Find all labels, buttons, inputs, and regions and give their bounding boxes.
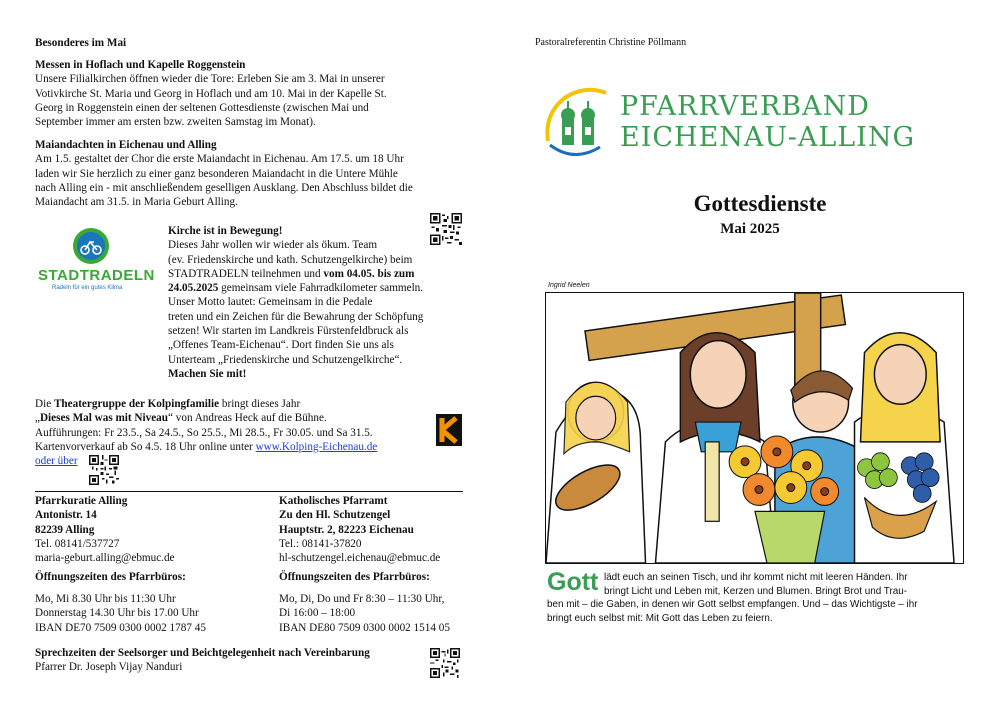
stadtradeln-title: Kirche ist in Bewegung! (168, 225, 283, 237)
maiandachten-title: Maiandachten in Eichenau und Alling (35, 139, 217, 151)
section-title: Besonderes im Mai (35, 37, 127, 49)
illustration (545, 292, 964, 564)
kolping-text: Kartenvorverkauf ab So 4.5. 18 Uhr online unter (35, 440, 256, 453)
stadtradeln-line: Unterteam „Friedenskirche und Schutzengelkirche“. (168, 353, 403, 366)
maiandachten-line: nach Alling ein - mit anschließendem geselligen Ausklang. Den Abschluss bildet die (35, 181, 413, 194)
maiandachten-line: Maiandacht am 31.5. in Maria Geburt Alling. (35, 196, 238, 209)
stadtradeln-text: gemeinsam viele Fahrradkilometer sammeln. (218, 282, 424, 295)
stadtradeln-text: STADTRADELN teilnehmen und (168, 267, 324, 280)
maiandachten-line: laden wir Sie herzlich zu einer ganz besonderen Maiandacht in die Untere Mühle (35, 167, 398, 180)
alling-phone: Tel. 08141/537727 (35, 537, 120, 550)
messen-line: Unsere Filialkirchen öffnen wieder die Tore: Erleben Sie am 3. Mai in unserer (35, 73, 385, 86)
quote-rest-lines (547, 598, 967, 625)
eichenau-contact (279, 494, 479, 565)
alling-hours-title: Öffnungszeiten des Pfarrbüros: (35, 571, 186, 583)
eichenau-hours (279, 592, 444, 621)
kolping-text: “ von Andreas Heck auf die Bühne. (168, 412, 327, 425)
quote-first-lines (604, 571, 966, 598)
children-with-gifts-illustration (546, 293, 963, 563)
stadtradeln-closing: Machen Sie mit! (168, 367, 247, 380)
eichenau-email: hl-schutzengel.eichenau@ebmuc.de (279, 552, 441, 565)
illustrator-credit: Ingrid Neelen (548, 282, 590, 289)
stadtradeln-line (168, 281, 468, 295)
quote-line: bringt Licht und Leben mit, Kerzen und Blumen. Bringt Brot und Trau- (604, 585, 908, 597)
page-subtitle: Mai 2025 (720, 221, 780, 237)
stadtradeln-line: (ev. Friedenskirche und kath. Schutzengelkirche) beim (168, 253, 413, 266)
kolping-or-link[interactable]: oder über (35, 455, 78, 468)
stadtradeln-line: „Offenes Team-Eichenau“. Dort finden Sie uns als (168, 339, 394, 352)
stadtradeln-line (168, 267, 468, 281)
stadtradeln-line: Unser Motto lautet: Gemeinsam in die Pedale (168, 296, 373, 309)
kolping-group-name: Theatergruppe der Kolpingfamilie (53, 398, 220, 410)
alling-street: Antonistr. 14 (35, 509, 97, 522)
stadtradeln-logo (32, 224, 155, 296)
kolping-quote-open: „ (35, 412, 40, 425)
stadtradeln-line: setzen! Wir starten im Landkreis Fürstenfeldbruck als (168, 325, 409, 338)
eichenau-hours-line: Di 16:00 – 18:00 (279, 607, 356, 620)
stadtradeln-line: Dieses Jahr wollen wir wieder als ökum. Team (168, 239, 378, 252)
alling-hours-line: Mo, Mi 8.30 Uhr bis 11:30 Uhr (35, 593, 176, 605)
eichenau-iban: IBAN DE80 7509 0300 0002 1514 05 (279, 622, 450, 634)
quote-line: lädt euch an seinen Tisch, und ihr kommt nicht mit leeren Händen. Ihr (604, 572, 908, 583)
eichenau-subname: Zu den Hl. Schutzengel (279, 509, 391, 522)
alling-hours (35, 592, 199, 621)
alling-name: Pfarrkuratie Alling (35, 495, 128, 507)
eichenau-phone: Tel.: 08141-37820 (279, 537, 362, 550)
qr-code-icon[interactable] (430, 648, 460, 678)
stadtradeln-section (168, 224, 468, 381)
alling-contact (35, 494, 275, 565)
footer-priest: Pfarrer Dr. Joseph Vijay Nanduri (35, 661, 183, 674)
stadtradeln-logo-icon (32, 224, 150, 270)
alling-city: 82239 Alling (35, 523, 95, 536)
eichenau-name: Katholisches Pfarramt (279, 495, 388, 507)
section-divider (35, 491, 463, 492)
stadtradeln-line: treten und ein Zeichen für die Bewahrung der Schöpfung (168, 310, 424, 323)
church-towers-icon (540, 83, 620, 165)
alling-email: maria-geburt.alling@ebmuc.de (35, 552, 175, 565)
messen-line: Georg in Roggenstein einen der seltenen Gottesdienste (zwischen Mai und (35, 101, 369, 114)
stadtradeln-date-start: vom 04.05. bis zum (323, 267, 415, 280)
footer-title: Sprechzeiten der Seelsorger und Beichtgelegenheit nach Vereinbarung (35, 647, 370, 659)
kolping-dates: Aufführungen: Fr 23.5., Sa 24.5., So 25.5., Mi 28.5., Fr 30.05. und Sa 31.5. (35, 426, 373, 439)
eichenau-street: Hauptstr. 2, 82223 Eichenau (279, 523, 414, 536)
kolping-text: Die (35, 398, 54, 410)
author-name: Pastoralreferentin Christine Pöllmann (535, 37, 687, 48)
kolping-text: bringt dieses Jahr (219, 398, 301, 410)
stadtradeln-logo-subtitle: Radeln für ein gutes Klima (52, 285, 123, 291)
maiandachten-section (35, 138, 465, 209)
stadtradeln-logo-text: STADTRADELN (38, 267, 155, 284)
messen-line: Votivkirche St. Maria und Georg in Hoflach und am 10. Mai in der Kapelle St. (35, 87, 387, 100)
messen-title: Messen in Hoflach und Kapelle Roggenstein (35, 59, 246, 71)
logo-title-line2: EICHENAU-ALLING (620, 122, 916, 153)
alling-hours-line: Donnerstag 14.30 Uhr bis 17.00 Uhr (35, 607, 199, 620)
quote-line: ben mit – die Gaben, in denen wir Gott selbst empfangen. Und – das Wichtigste – ihr (547, 599, 918, 610)
quote-initial: Gott (547, 568, 599, 596)
kolping-play-title: Dieses Mal was mit Niveau (39, 412, 168, 425)
quote-line: bringt euch selbst mit: Mit Gott das Leben zu feiern. (547, 612, 773, 624)
page-title: Gottesdienste (693, 191, 827, 216)
eichenau-hours-title: Öffnungszeiten des Pfarrbüros: (279, 571, 430, 583)
kolping-logo-icon (436, 414, 462, 446)
qr-code-icon[interactable] (430, 213, 462, 245)
stadtradeln-date-end: 24.05.2025 (168, 282, 219, 295)
kolping-website-link[interactable]: www.Kolping-Eichenau.de (255, 440, 378, 453)
messen-line: September immer am ersten bzw. zweiten Samstag im Monat). (35, 116, 316, 129)
qr-code-icon[interactable] (89, 455, 119, 485)
eichenau-hours-line: Mo, Di, Do und Fr 8:30 – 11:30 Uhr, (279, 593, 445, 605)
messen-section (35, 58, 465, 129)
maiandachten-line: Am 1.5. gestaltet der Chor die erste Maiandacht in Eichenau. Am 17.5. um 18 Uhr (35, 153, 404, 166)
alling-iban: IBAN DE70 7509 0300 0002 1787 45 (35, 622, 206, 634)
logo-title-line1: PFARRVERBAND (620, 91, 870, 122)
footer-section (35, 646, 425, 675)
